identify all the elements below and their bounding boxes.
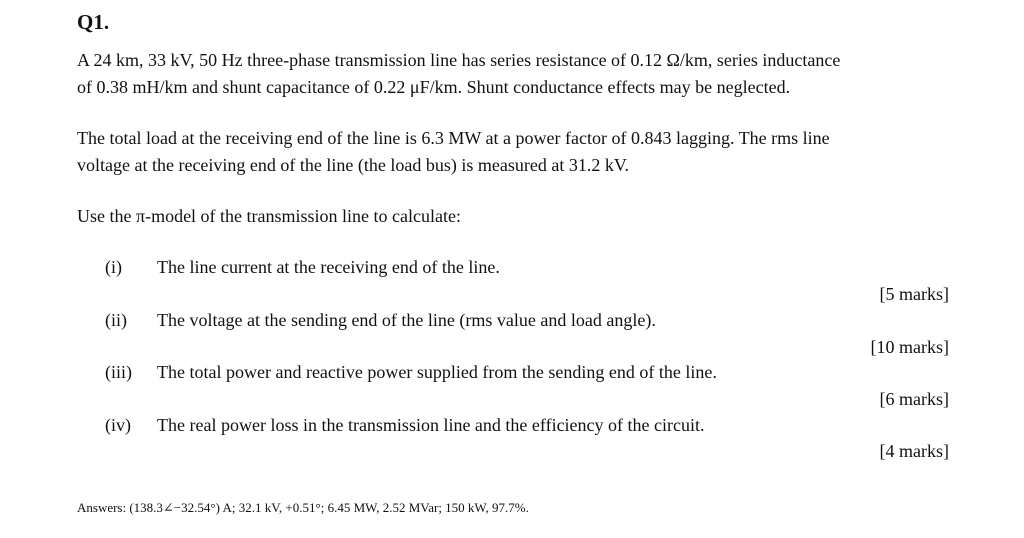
sub-question-text: The line current at the receiving end of the line.	[157, 257, 500, 277]
sub-question-iv	[105, 412, 705, 439]
sub-question-text: The total power and reactive power supplied from the sending end of the line.	[157, 362, 717, 382]
paragraph-line: A 24 km, 33 kV, 50 Hz three-phase transmission line has series resistance of 0.12 Ω/km, series inductance	[77, 50, 841, 70]
marks-label: [6 marks]	[879, 389, 949, 409]
paragraph-line: Use the π-model of the transmission line to calculate:	[77, 206, 461, 226]
paragraph-line: voltage at the receiving end of the line (the load bus) is measured at 31.2 kV.	[77, 155, 630, 175]
sub-question-number: (iii)	[105, 362, 132, 382]
question-title: Q1.	[77, 10, 110, 34]
sub-question-ii	[105, 307, 656, 334]
sub-question-number: (iv)	[105, 415, 131, 435]
paragraph-line: of 0.38 mH/km and shunt capacitance of 0.22 μF/km. Shunt conductance effects may be neglected.	[77, 77, 791, 97]
paragraph-line: The total load at the receiving end of the line is 6.3 MW at a power factor of 0.843 lagging. The rms line	[77, 128, 830, 148]
answers-line: Answers: (138.3∠−32.54°) A; 32.1 kV, +0.51°; 6.45 MW, 2.52 MVar; 150 kW, 97.7%.	[77, 500, 529, 515]
sub-question-number: (i)	[105, 257, 122, 277]
sub-question-text: The real power loss in the transmission line and the efficiency of the circuit.	[157, 415, 705, 435]
sub-question-iii	[105, 359, 717, 386]
sub-question-i	[105, 254, 500, 281]
marks-label: [5 marks]	[879, 284, 949, 304]
load-conditions-paragraph	[77, 125, 967, 179]
instruction-paragraph	[77, 203, 967, 230]
sub-question-text: The voltage at the sending end of the line (rms value and load angle).	[157, 310, 656, 330]
sub-question-number: (ii)	[105, 310, 127, 330]
line-parameters-paragraph	[77, 47, 967, 101]
marks-label: [4 marks]	[879, 441, 949, 461]
marks-label: [10 marks]	[870, 337, 949, 357]
